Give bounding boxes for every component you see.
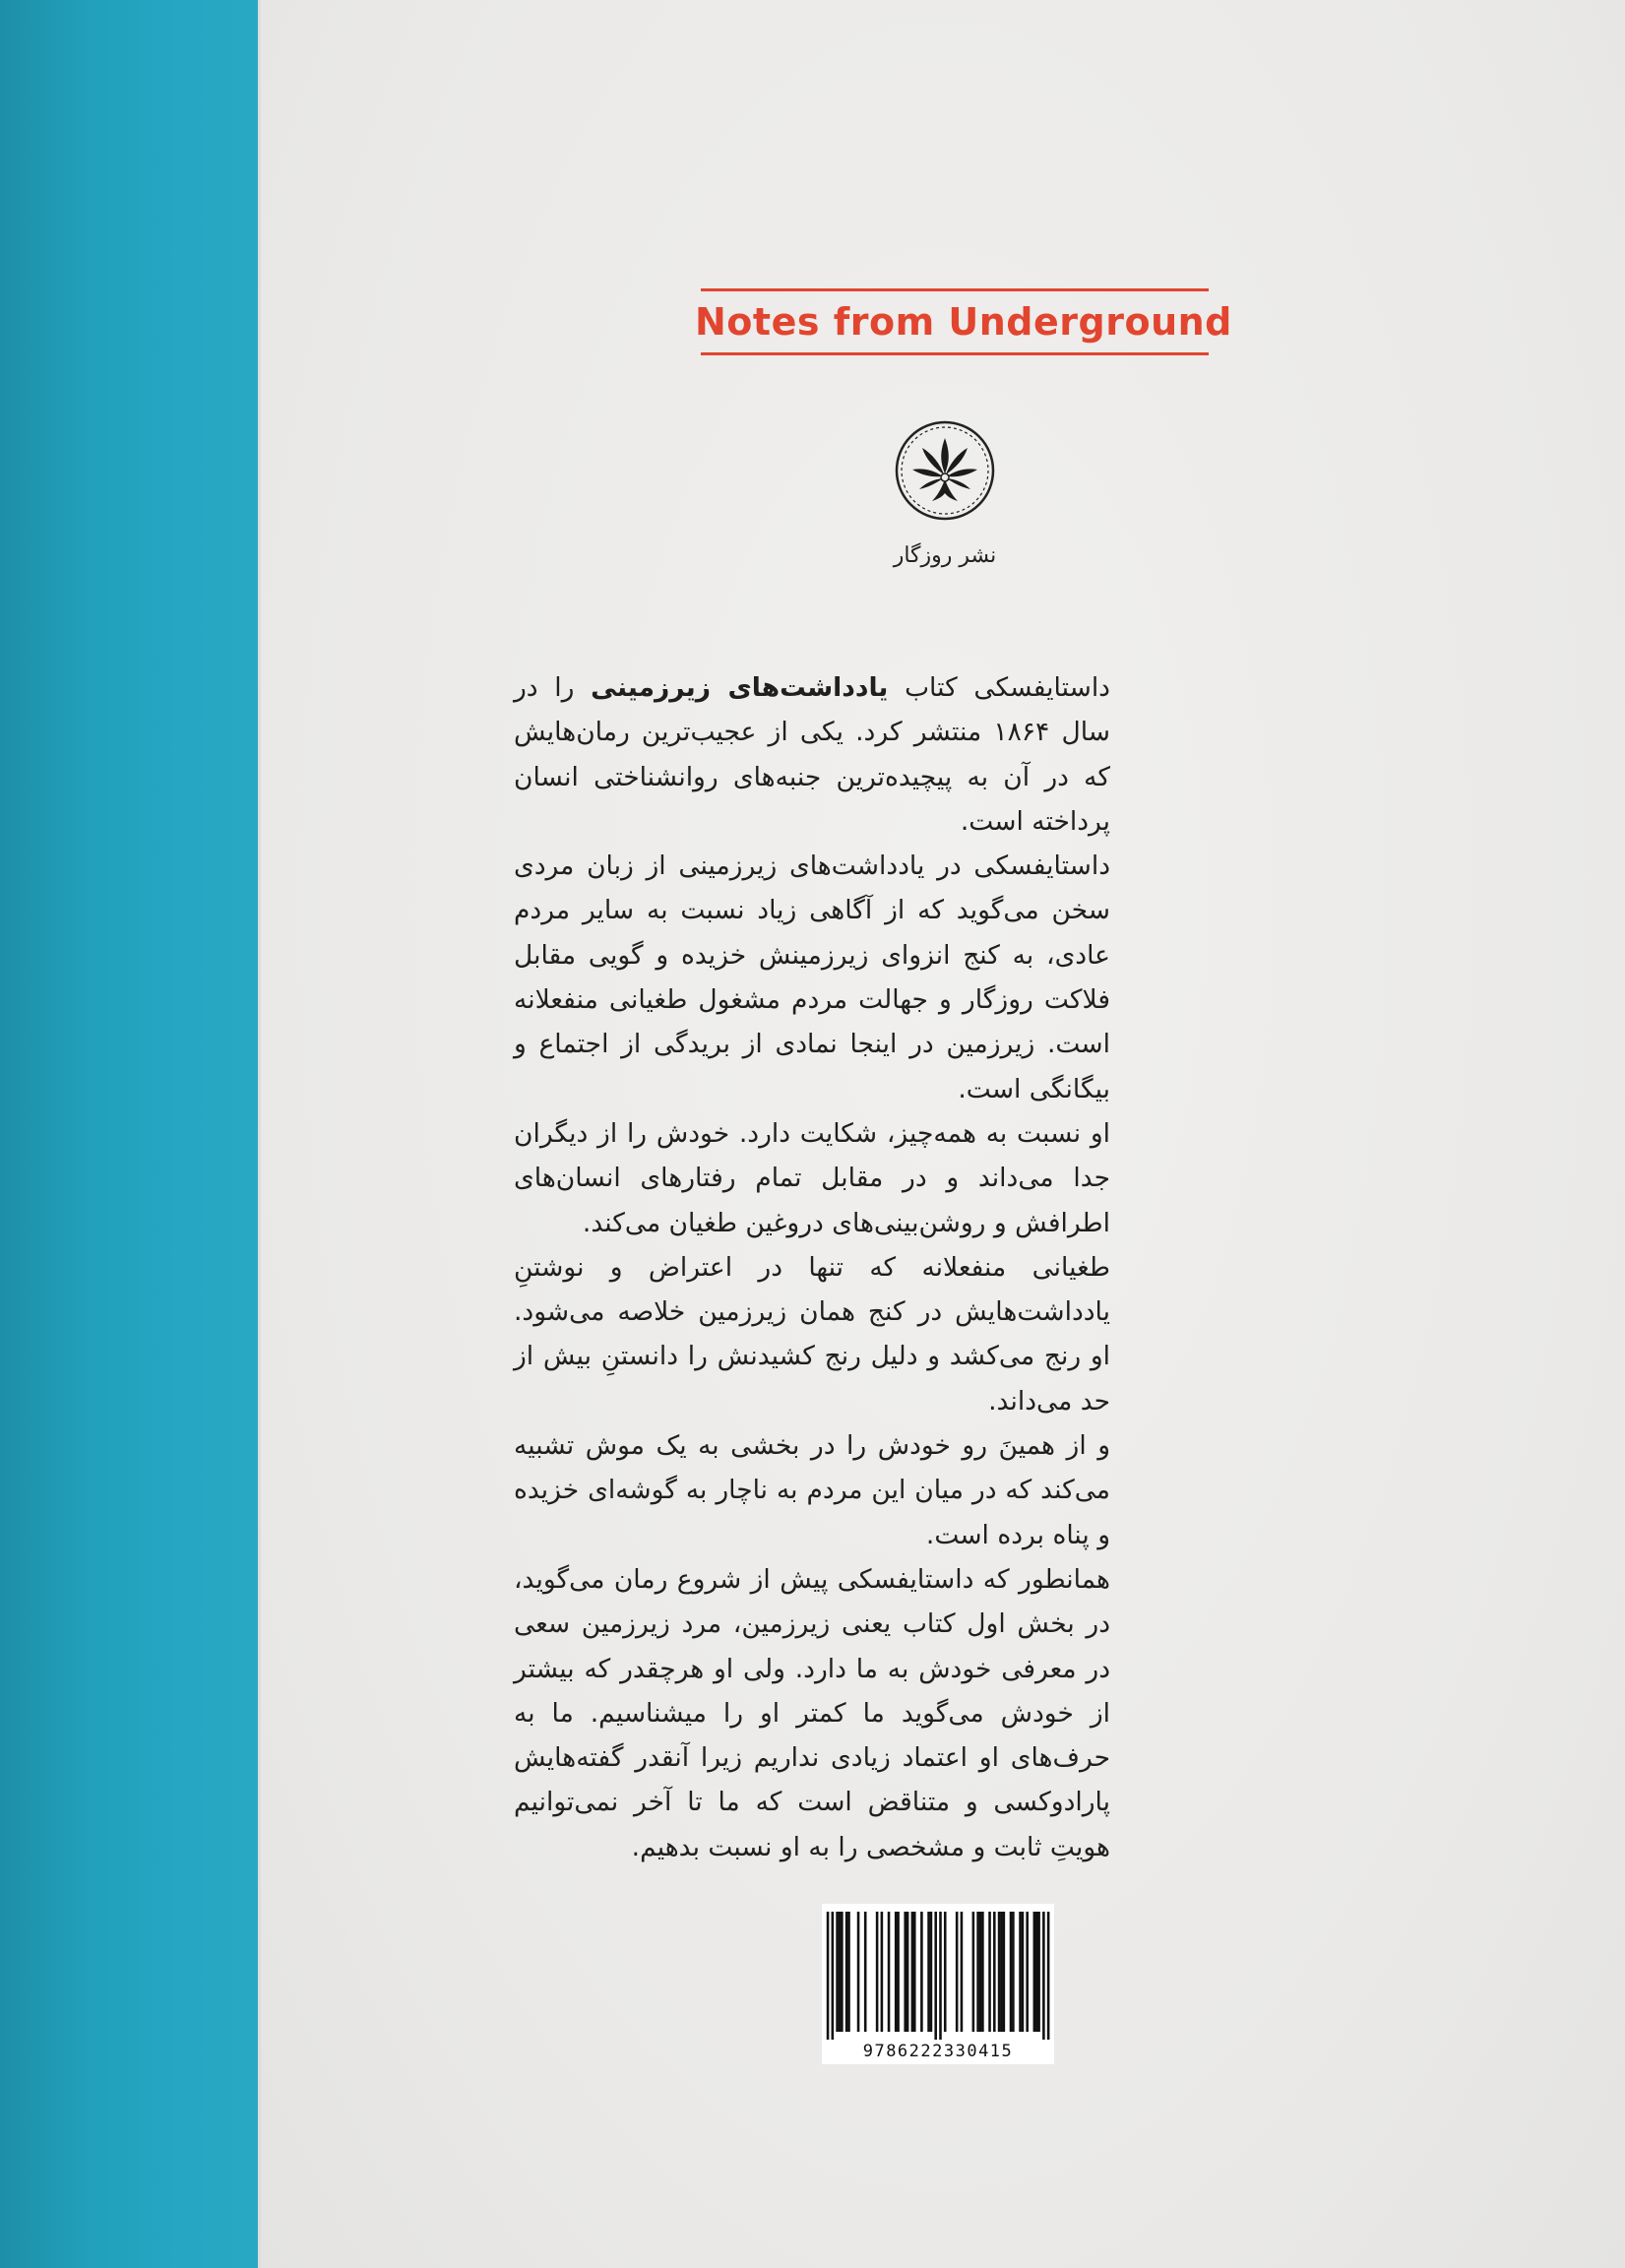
isbn-number: 9786222330415 <box>862 2042 1014 2061</box>
barcode-bar <box>1003 1912 1006 2032</box>
barcode-bar <box>927 1912 930 2032</box>
barcode-bar <box>847 1912 850 2032</box>
barcode-bar <box>832 1912 835 2040</box>
blurb-paragraph-1: داستایفسکی کتاب یادداشت‌های زیرزمینی را در سال ۱۸۶۴ منتشر کرد. یکی از عجیب‌ترین رمان‌هایش که در آن به پیچیده‌ترین جنبه‌های روانشناختی انسان پرداخته است. <box>514 672 1110 837</box>
isbn-barcode <box>822 1904 1054 2064</box>
barcode-bar <box>1047 1912 1050 2040</box>
barcode-bar <box>979 1912 982 2032</box>
publisher-emblem-icon <box>893 418 997 523</box>
barcode-bar <box>961 1912 964 2032</box>
barcode-bar <box>895 1912 898 2032</box>
barcode-bar <box>1012 1912 1015 2032</box>
barcode-bar <box>972 1912 975 2032</box>
barcode-bar <box>888 1912 891 2032</box>
barcode-bar <box>906 1912 909 2032</box>
barcode-bar <box>827 1912 830 2040</box>
book-title-persian: یادداشت‌های زیرزمینی <box>591 672 889 703</box>
barcode-bar <box>839 1912 842 2032</box>
blurb-paragraph-6: همانطور که داستایفسکی پیش از شروع رمان می‌گوید، در بخش اول کتاب یعنی زیرزمین، مرد زیرزمین سعی در معرفی خودش به ما دارد. ولی او هرچقدر که بیشتر از خودش می‌گوید ما کمتر او را میشناسیم. ما به حرف‌های او اعتماد زیادی نداریم زیرا آنقدر گفته‌هایش پارادوکسی و متناقض است که ما تا آخر نمی‌توانیم هویتِ ثابت و مشخصی را به او نسبت بدهیم. <box>514 1563 1110 1862</box>
barcode-bar <box>864 1912 867 2032</box>
english-title-block <box>695 288 1232 355</box>
publisher-name: نشر روزگار <box>893 543 997 568</box>
barcode-bar <box>836 1912 839 2032</box>
blurb-paragraph-3: او نسبت به همه‌چیز، شکایت دارد. خودش را از دیگران جدا می‌داند و در مقابل تمام رفتارهای انسان‌های اطرافش و روشن‌بینی‌های دروغین طغیان می‌کند. <box>514 1117 1110 1238</box>
barcode-bar <box>911 1912 914 2032</box>
barcode-bar <box>1010 1912 1013 2032</box>
blurb-paragraph-2: داستایفسکی در یادداشت‌های زیرزمینی از زبان مردی سخن می‌گوید که از آگاهی زیاد نسبت به سایر مردم عادی، به کنج انزوای زیرزمینش خزیده و گویی مقابل فلاکت روزگار و جهالت مردم مشغول طغیانی منفعلانه است. زیرزمین در اینجا نمادی از بریدگی از اجتماع و بیگانگی است. <box>514 850 1110 1104</box>
barcode-bar <box>881 1912 884 2032</box>
barcode-bar <box>857 1912 860 2032</box>
barcode-bar <box>934 1912 937 2040</box>
barcode-bar <box>1033 1912 1036 2032</box>
barcode-bar <box>976 1912 979 2032</box>
barcode-bar <box>1022 1912 1025 2032</box>
barcode-bar <box>1000 1912 1003 2032</box>
barcode-bar <box>845 1912 848 2032</box>
barcode-bar <box>920 1912 923 2032</box>
barcode-bar <box>1042 1912 1045 2040</box>
barcode-bar <box>956 1912 959 2032</box>
english-title: Notes from Underground <box>695 300 1232 344</box>
barcode-bar <box>913 1912 916 2032</box>
barcode-bar <box>904 1912 906 2032</box>
barcode-bar <box>939 1912 942 2040</box>
barcode-bar <box>841 1912 844 2032</box>
blurb-paragraph-5: و از همینَ رو خودش را در بخشی به یک موش تشبیه می‌کند که در میان این مردم به ناچار به گوشه‌ای خزیده و پناه برده است. <box>514 1430 1110 1550</box>
barcode-bar <box>876 1912 879 2032</box>
blurb-paragraph-4: طغیانی منفعلانه که تنها در اعتراض و نوشتنِ یادداشت‌هایش در کنج همان زیرزمین خلاصه می‌شود. او رنج می‌کشد و دلیل رنج کشیدنش را دانستنِ بیش از حد می‌داند. <box>514 1251 1110 1417</box>
barcode-bar <box>944 1912 947 2032</box>
barcode-bar <box>981 1912 984 2032</box>
title-bottom-rule <box>701 352 1209 355</box>
barcode-bar <box>1035 1912 1038 2032</box>
barcode-bar <box>998 1912 1001 2032</box>
blurb-text <box>514 665 1110 1869</box>
barcode-bar <box>988 1912 991 2032</box>
barcode-bar <box>897 1912 900 2032</box>
barcode-bar <box>1026 1912 1029 2032</box>
barcode-bar <box>1019 1912 1022 2032</box>
barcode-bar <box>930 1912 933 2032</box>
barcode-bar <box>1037 1912 1040 2032</box>
spine-color-band <box>0 0 258 2268</box>
barcode-bar <box>993 1912 996 2032</box>
barcode-bars <box>822 1904 1054 2042</box>
